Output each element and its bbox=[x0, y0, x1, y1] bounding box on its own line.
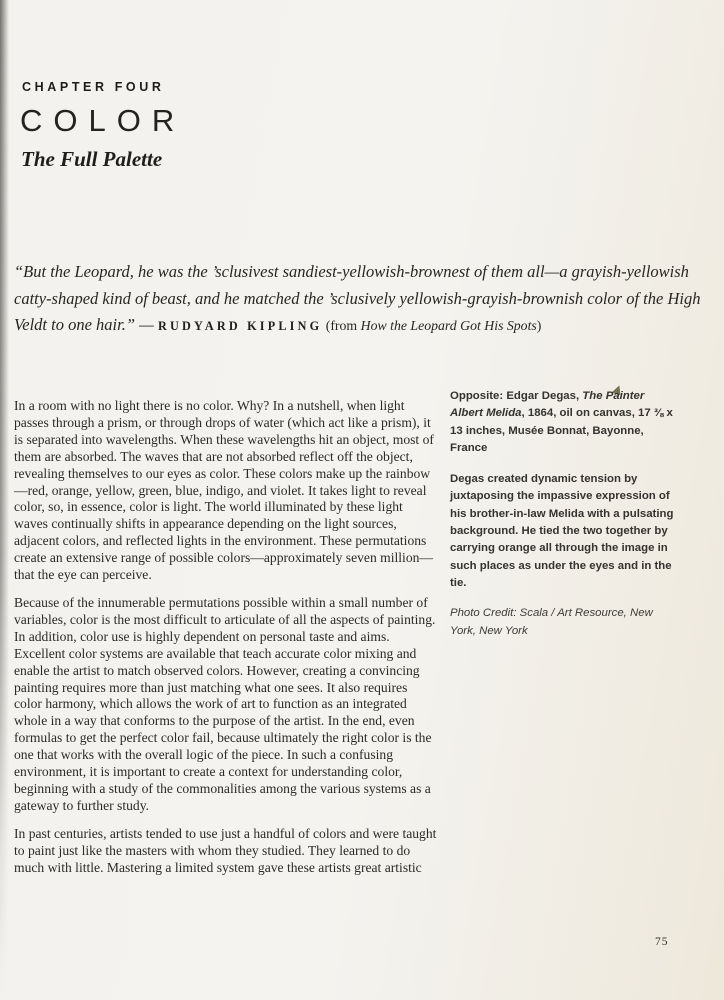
figure-note: Degas created dynamic tension by juxtaposing the impassive expression of his brother-in-law Melida with a pulsating background. He tied the two together by carrying orange all through the image in such places as under the eyes and in the tie. bbox=[450, 473, 674, 589]
page-number: 75 bbox=[655, 936, 669, 948]
epigraph-quote: “But the Leopard, he was the ’sclusivest sandiest-yellowish-brownest of them all—a grayish-yellowish catty-shaped kind of beast, and he matched the ’sclusively yellowish-grayish-brownish color of the High Veldt to one hair.” — RUDYARD KIPLING (from How the Leopard Got His Spots) bbox=[14, 262, 701, 334]
photo-credit: Photo Credit: Scala / Art Resource, New York, New York bbox=[450, 607, 653, 637]
page-edge-shadow bbox=[0, 0, 9, 1000]
body-paragraph-3: In past centuries, artists tended to use just a handful of colors and were taught to paint just like the masters with whom they studied. They learned to do much with little. Mastering a limited system gave these artists great artistic bbox=[14, 825, 437, 875]
chapter-title: COLOR bbox=[20, 103, 186, 138]
body-paragraph-1: In a room with no light there is no color. Why? In a nutshell, when light passes through a prism, or through drops of water (which act like a prism), it is separated into wavelengths. When these wavelengths hit an object, most of them are absorbed. The waves that are not absorbed reflect off the object, revealing themselves to our eyes as color. These colors make up the rainbow—red, orange, yellow, green, blue, indigo, and violet. It takes light to reveal color, so, in essence, color is light. The world illuminated by these light waves continually shifts in appearance depending on the light sources, adjacent colors, and reflected lights in the environment. These permutations create an extensive range of possible colors—approximately seven million—that the eye can perceive. bbox=[14, 398, 434, 583]
chapter-label: CHAPTER FOUR bbox=[22, 80, 165, 94]
figure-caption: Opposite: Edgar Degas, The Painter Albert Melida, 1864, oil on canvas, 17 ⅜ x 13 inches, Musée Bonnat, Bayonne, France bbox=[450, 390, 673, 454]
body-paragraph-2: Because of the innumerable permutations possible within a small number of variables, color is the most difficult to articulate of all the aspects of painting. In addition, color use is highly dependent on personal taste and aims. Excellent color systems are available that teach accurate color mixing and enable the artist to match observed colors. However, creating a convincing painting requires more than just matching what one sees. It also requires color harmony, which allows the work of art to function as an integrated whole in a way that conforms to the purpose of the artist. In the end, even formulas to get the perfect color fail, because ultimately the right color is the one that works with the overall logic of the piece. In such a confusing environment, it is important to create a context for understanding color, beginning with a study of the commonalities among the various systems as a gateway to further study. bbox=[14, 594, 436, 813]
figure-caption-sidebar bbox=[450, 388, 674, 640]
chapter-subtitle: The Full Palette bbox=[21, 147, 163, 171]
body-text-column bbox=[14, 398, 438, 887]
